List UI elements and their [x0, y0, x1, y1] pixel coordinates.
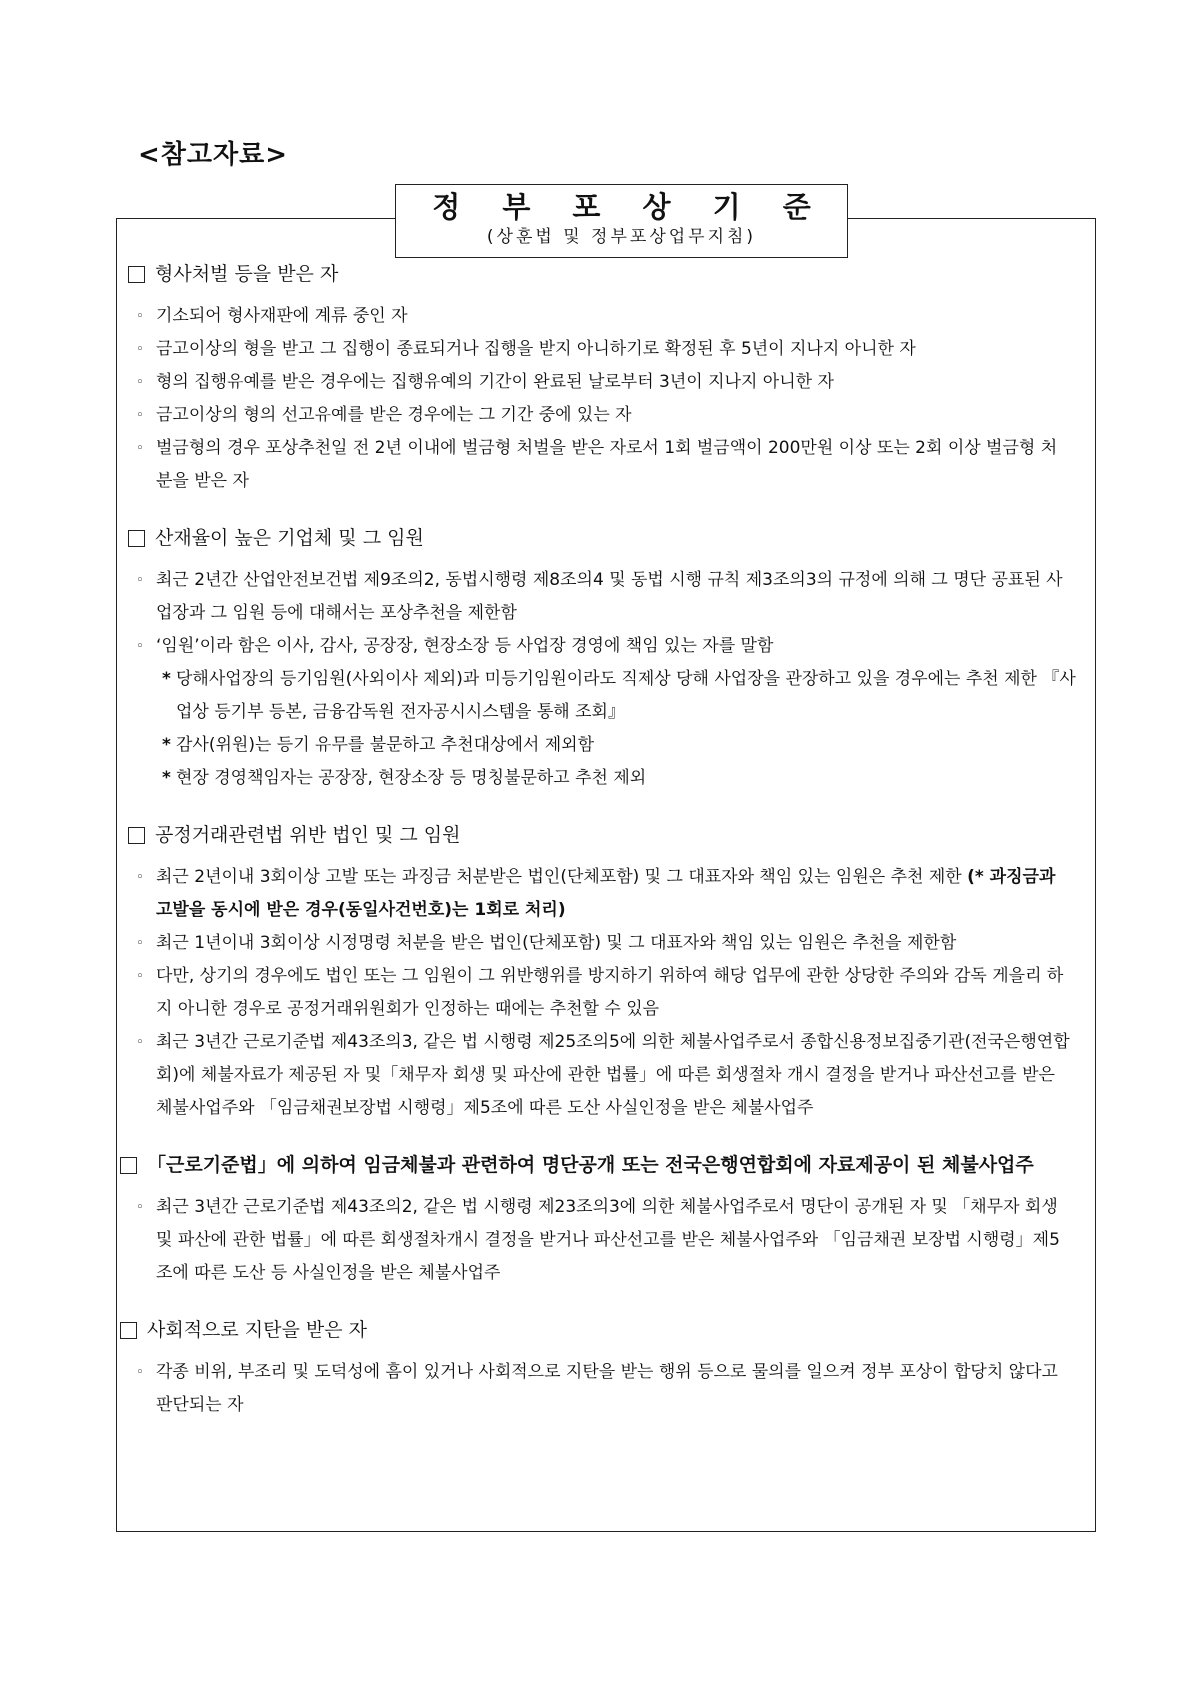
- section-heading-text: 사회적으로 지탄을 받은 자: [147, 1319, 368, 1341]
- section-heading: [116, 258, 1096, 290]
- list-item: ◦ 최근 3년간 근로기준법 제43조의3, 같은 법 시행령 제25조의5에 의한 체불사업주로서 종합신용정보집중기관(전국은행연합회)에 체불자료가 제공된 자 및「채무자 회생 및 파산에 관한 법률」에 따른 회생절차 개시 결정을 받거나 파산선고를 받은 체불사업주와 「임금채권보장법 시행령」제5조에 따른 도산 사실인정을 받은 체불사업주: [116, 1026, 1096, 1125]
- list-item: ◦ 기소되어 형사재판에 계류 중인 자: [116, 300, 1096, 333]
- asterisk-icon: *: [162, 669, 171, 689]
- bullet-icon: ◦: [136, 1035, 144, 1050]
- section-social-criticism: [116, 1314, 1096, 1422]
- section-heading-text: 형사처벌 등을 받은 자: [155, 263, 339, 285]
- list-item: ◦ 금고이상의 형의 선고유예를 받은 경우에는 그 기간 중에 있는 자: [116, 399, 1096, 432]
- section-heading: [116, 1314, 1096, 1346]
- checkbox-icon: [128, 266, 145, 283]
- list-item: ◦ 최근 1년이내 3회이상 시정명령 처분을 받은 법인(단체포함) 및 그 대표자와 책임 있는 임원은 추천을 제한함: [116, 927, 1096, 960]
- list-item: ◦ 다만, 상기의 경우에도 법인 또는 그 임원이 그 위반행위를 방지하기 위하여 해당 업무에 관한 상당한 주의와 감독 게을리 하지 아니한 경우로 공정거래위원회가 인정하는 때에는 추천할 수 있음: [116, 960, 1096, 1026]
- checkbox-icon: [128, 530, 145, 547]
- bullet-icon: ◦: [136, 1200, 144, 1215]
- bullet-icon: ◦: [136, 342, 144, 357]
- section-heading: [116, 522, 1096, 554]
- section-heading-text: 산재율이 높은 기업체 및 그 임원: [155, 527, 424, 549]
- bullet-icon: ◦: [136, 573, 144, 588]
- section-heading: [116, 819, 1096, 851]
- section-heading-text: 「근로기준법」에 의하여 임금체불과 관련하여 명단공개 또는 전국은행연합회에 자료제공이 된 체불사업주: [147, 1154, 1034, 1176]
- asterisk-icon: *: [162, 768, 171, 788]
- bullet-icon: ◦: [136, 441, 144, 456]
- sub-item: * 감사(위원)는 등기 유무를 불문하고 추천대상에서 제외함: [116, 729, 1096, 762]
- sub-item: * 현장 경영책임자는 공장장, 현장소장 등 명칭불문하고 추천 제외: [116, 762, 1096, 795]
- section-criminal: [116, 258, 1096, 498]
- list-item: ◦ 형의 집행유예를 받은 경우에는 집행유예의 기간이 완료된 날로부터 3년이 지나지 아니한 자: [116, 366, 1096, 399]
- list-item: ◦ 최근 2년이내 3회이상 고발 또는 과징금 처분받은 법인(단체포함) 및 그 대표자와 책임 있는 임원은 추천 제한 (* 과징금과 고발을 동시에 받은 경우(동일사건번호)는 1회로 처리): [116, 861, 1096, 927]
- section-heading: [116, 1149, 1096, 1181]
- bullet-icon: ◦: [136, 969, 144, 984]
- bullet-icon: ◦: [136, 408, 144, 423]
- content-area: [116, 258, 1096, 1446]
- bullet-icon: ◦: [136, 375, 144, 390]
- bullet-icon: ◦: [136, 936, 144, 951]
- list-item: ◦ ‘임원’이라 함은 이사, 감사, 공장장, 현장소장 등 사업장 경영에 책임 있는 자를 말함: [116, 630, 1096, 663]
- bullet-icon: ◦: [136, 639, 144, 654]
- section-fair-trade: [116, 819, 1096, 1125]
- checkbox-icon: [128, 827, 145, 844]
- section-industrial-accident: [116, 522, 1096, 795]
- list-item: ◦ 금고이상의 형을 받고 그 집행이 종료되거나 집행을 받지 아니하기로 확정된 후 5년이 지나지 아니한 자: [116, 333, 1096, 366]
- list-item: ◦ 최근 3년간 근로기준법 제43조의2, 같은 법 시행령 제23조의3에 의한 체불사업주로서 명단이 공개된 자 및 「채무자 회생 및 파산에 관한 법률」에 따른 회생절차개시 결정을 받거나 파산선고를 받은 체불사업주와 「임금채권 보장법 시행령」제5조에 따른 도산 등 사실인정을 받은 체불사업주: [116, 1191, 1096, 1290]
- checkbox-icon: [120, 1157, 137, 1174]
- section-wage-arrears: [116, 1149, 1096, 1290]
- checkbox-icon: [120, 1322, 137, 1339]
- document-title: 정 부 포 상 기 준: [432, 190, 827, 224]
- list-item: ◦ 최근 2년간 산업안전보건법 제9조의2, 동법시행령 제8조의4 및 동법 시행 규칙 제3조의3의 규정에 의해 그 명단 공표된 사업장과 그 임원 등에 대해서는 포상추천을 제한함: [116, 564, 1096, 630]
- list-item: ◦ 벌금형의 경우 포상추천일 전 2년 이내에 벌금형 처벌을 받은 자로서 1회 벌금액이 200만원 이상 또는 2회 이상 벌금형 처분을 받은 자: [116, 432, 1096, 498]
- bullet-icon: ◦: [136, 1365, 144, 1380]
- sub-item: * 당해사업장의 등기임원(사외이사 제외)과 미등기임원이라도 직제상 당해 사업장을 관장하고 있을 경우에는 추천 제한 『사업상 등기부 등본, 금융감독원 전자공시시스템을 통해 조회』: [116, 663, 1096, 729]
- title-box: [395, 184, 848, 258]
- document-subtitle: (상훈법 및 정부포상업무지침): [486, 227, 757, 247]
- bullet-icon: ◦: [136, 870, 144, 885]
- section-heading-text: 공정거래관련법 위반 법인 및 그 임원: [155, 824, 461, 846]
- asterisk-icon: *: [162, 735, 171, 755]
- list-item: ◦ 각종 비위, 부조리 및 도덕성에 흠이 있거나 사회적으로 지탄을 받는 행위 등으로 물의를 일으켜 정부 포상이 합당치 않다고 판단되는 자: [116, 1356, 1096, 1422]
- bullet-icon: ◦: [136, 309, 144, 324]
- reference-title: <참고자료>: [138, 140, 289, 170]
- note-bold: (* 과징금과 고발을 동시에 받은 경우(동일사건번호)는 1회로 처리): [156, 867, 1056, 920]
